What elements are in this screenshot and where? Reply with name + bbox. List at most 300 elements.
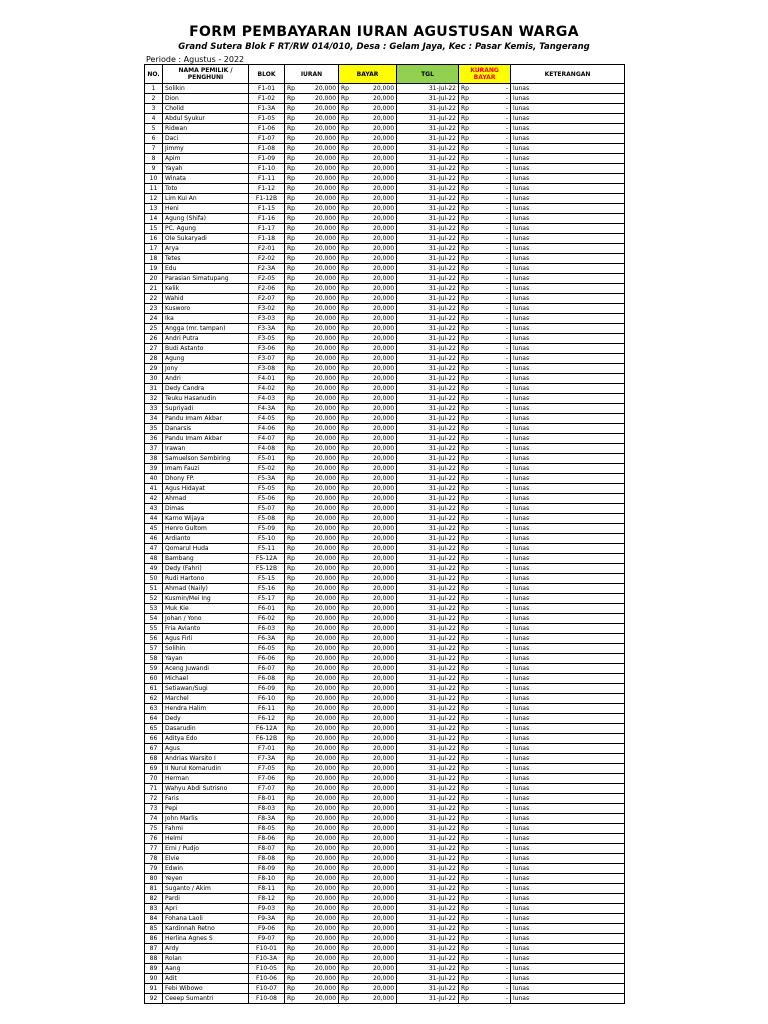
cell-nama: Ahmad xyxy=(163,494,249,504)
cell-iuran-amount: 20,000 xyxy=(297,694,339,704)
cell-iuran-currency: Rp xyxy=(285,904,297,914)
cell-keterangan: lunas xyxy=(511,174,625,184)
cell-nama: Henro Gultom xyxy=(163,524,249,534)
cell-keterangan: lunas xyxy=(511,334,625,344)
cell-kurang-currency: Rp xyxy=(459,124,471,134)
cell-bayar-amount: 20,000 xyxy=(351,474,397,484)
cell-tgl: 31-Jul-22 xyxy=(397,644,459,654)
cell-blok: F10-07 xyxy=(249,984,285,994)
table-row xyxy=(145,364,625,374)
cell-bayar-amount: 20,000 xyxy=(351,94,397,104)
cell-iuran-amount: 20,000 xyxy=(297,844,339,854)
cell-keterangan: lunas xyxy=(511,464,625,474)
table-row xyxy=(145,274,625,284)
cell-bayar-amount: 20,000 xyxy=(351,144,397,154)
table-row xyxy=(145,434,625,444)
cell-iuran-amount: 20,000 xyxy=(297,624,339,634)
cell-tgl: 31-Jul-22 xyxy=(397,234,459,244)
cell-no: 65 xyxy=(145,724,163,734)
cell-kurang-amount: - xyxy=(471,914,511,924)
cell-bayar-currency: Rp xyxy=(339,294,351,304)
cell-no: 45 xyxy=(145,524,163,534)
cell-blok: F10-3A xyxy=(249,954,285,964)
cell-blok: F10-06 xyxy=(249,974,285,984)
cell-tgl: 31-Jul-22 xyxy=(397,734,459,744)
cell-iuran-amount: 20,000 xyxy=(297,894,339,904)
cell-kurang-currency: Rp xyxy=(459,804,471,814)
cell-bayar-currency: Rp xyxy=(339,334,351,344)
cell-bayar-amount: 20,000 xyxy=(351,704,397,714)
cell-blok: F3-3A xyxy=(249,324,285,334)
cell-nama: Arya xyxy=(163,244,249,254)
table-row xyxy=(145,494,625,504)
cell-tgl: 31-Jul-22 xyxy=(397,624,459,634)
cell-blok: F5-16 xyxy=(249,584,285,594)
table-row xyxy=(145,314,625,324)
cell-kurang-currency: Rp xyxy=(459,434,471,444)
cell-bayar-currency: Rp xyxy=(339,114,351,124)
cell-iuran-amount: 20,000 xyxy=(297,744,339,754)
cell-no: 92 xyxy=(145,994,163,1004)
cell-no: 40 xyxy=(145,474,163,484)
cell-no: 81 xyxy=(145,884,163,894)
cell-bayar-currency: Rp xyxy=(339,554,351,564)
cell-bayar-currency: Rp xyxy=(339,884,351,894)
cell-nama: Kusworo xyxy=(163,304,249,314)
cell-kurang-currency: Rp xyxy=(459,284,471,294)
cell-bayar-amount: 20,000 xyxy=(351,864,397,874)
cell-iuran-currency: Rp xyxy=(285,94,297,104)
cell-keterangan: lunas xyxy=(511,294,625,304)
cell-blok: F3-08 xyxy=(249,364,285,374)
cell-tgl: 31-Jul-22 xyxy=(397,334,459,344)
cell-blok: F1-01 xyxy=(249,84,285,94)
table-row xyxy=(145,794,625,804)
cell-no: 88 xyxy=(145,954,163,964)
cell-bayar-amount: 20,000 xyxy=(351,334,397,344)
cell-iuran-amount: 20,000 xyxy=(297,254,339,264)
cell-blok: F3-02 xyxy=(249,304,285,314)
cell-kurang-amount: - xyxy=(471,504,511,514)
col-header-nama: NAMA PEMILIK / PENGHUNI xyxy=(163,65,249,84)
cell-kurang-amount: - xyxy=(471,874,511,884)
cell-bayar-currency: Rp xyxy=(339,354,351,364)
cell-kurang-amount: - xyxy=(471,304,511,314)
cell-keterangan: lunas xyxy=(511,614,625,624)
cell-keterangan: lunas xyxy=(511,354,625,364)
cell-blok: F9-06 xyxy=(249,924,285,934)
cell-nama: Heni xyxy=(163,204,249,214)
cell-bayar-currency: Rp xyxy=(339,374,351,384)
cell-blok: F1-02 xyxy=(249,94,285,104)
cell-iuran-amount: 20,000 xyxy=(297,474,339,484)
cell-kurang-currency: Rp xyxy=(459,814,471,824)
cell-blok: F6-12B xyxy=(249,734,285,744)
cell-kurang-currency: Rp xyxy=(459,104,471,114)
cell-kurang-currency: Rp xyxy=(459,704,471,714)
cell-bayar-amount: 20,000 xyxy=(351,84,397,94)
cell-kurang-amount: - xyxy=(471,814,511,824)
table-row xyxy=(145,204,625,214)
cell-blok: F1-18 xyxy=(249,234,285,244)
cell-iuran-currency: Rp xyxy=(285,174,297,184)
cell-tgl: 31-Jul-22 xyxy=(397,834,459,844)
cell-bayar-amount: 20,000 xyxy=(351,524,397,534)
cell-iuran-currency: Rp xyxy=(285,374,297,384)
cell-iuran-amount: 20,000 xyxy=(297,534,339,544)
cell-iuran-currency: Rp xyxy=(285,454,297,464)
cell-iuran-amount: 20,000 xyxy=(297,324,339,334)
cell-nama: Febi Wibowo xyxy=(163,984,249,994)
col-header-keterangan: KETERANGAN xyxy=(511,65,625,84)
cell-iuran-currency: Rp xyxy=(285,234,297,244)
cell-nama: Imam Fauzi xyxy=(163,464,249,474)
cell-kurang-currency: Rp xyxy=(459,614,471,624)
cell-iuran-amount: 20,000 xyxy=(297,414,339,424)
cell-iuran-currency: Rp xyxy=(285,954,297,964)
cell-bayar-amount: 20,000 xyxy=(351,424,397,434)
cell-no: 90 xyxy=(145,974,163,984)
cell-bayar-amount: 20,000 xyxy=(351,184,397,194)
table-row xyxy=(145,784,625,794)
cell-bayar-currency: Rp xyxy=(339,624,351,634)
cell-tgl: 31-Jul-22 xyxy=(397,324,459,334)
cell-nama: Dedy (Fahri) xyxy=(163,564,249,574)
cell-blok: F5-10 xyxy=(249,534,285,544)
cell-keterangan: lunas xyxy=(511,684,625,694)
cell-keterangan: lunas xyxy=(511,274,625,284)
cell-kurang-currency: Rp xyxy=(459,624,471,634)
cell-tgl: 31-Jul-22 xyxy=(397,794,459,804)
cell-no: 15 xyxy=(145,224,163,234)
cell-iuran-currency: Rp xyxy=(285,394,297,404)
cell-bayar-amount: 20,000 xyxy=(351,714,397,724)
cell-kurang-amount: - xyxy=(471,754,511,764)
table-row xyxy=(145,744,625,754)
cell-blok: F9-03 xyxy=(249,904,285,914)
cell-tgl: 31-Jul-22 xyxy=(397,104,459,114)
cell-iuran-currency: Rp xyxy=(285,754,297,764)
cell-nama: Abdul Syukur xyxy=(163,114,249,124)
cell-tgl: 31-Jul-22 xyxy=(397,454,459,464)
cell-blok: F1-15 xyxy=(249,204,285,214)
cell-bayar-currency: Rp xyxy=(339,614,351,624)
cell-tgl: 31-Jul-22 xyxy=(397,884,459,894)
cell-kurang-currency: Rp xyxy=(459,674,471,684)
cell-tgl: 31-Jul-22 xyxy=(397,604,459,614)
cell-bayar-currency: Rp xyxy=(339,974,351,984)
cell-iuran-amount: 20,000 xyxy=(297,394,339,404)
cell-blok: F2-06 xyxy=(249,284,285,294)
cell-bayar-amount: 20,000 xyxy=(351,834,397,844)
cell-iuran-amount: 20,000 xyxy=(297,544,339,554)
cell-iuran-amount: 20,000 xyxy=(297,874,339,884)
cell-tgl: 31-Jul-22 xyxy=(397,654,459,664)
cell-iuran-amount: 20,000 xyxy=(297,404,339,414)
table-row xyxy=(145,834,625,844)
cell-kurang-amount: - xyxy=(471,94,511,104)
cell-blok: F8-10 xyxy=(249,874,285,884)
cell-nama: Teuku Hasanudin xyxy=(163,394,249,404)
cell-no: 72 xyxy=(145,794,163,804)
cell-no: 73 xyxy=(145,804,163,814)
cell-bayar-amount: 20,000 xyxy=(351,304,397,314)
cell-nama: Daci xyxy=(163,134,249,144)
cell-nama: Danarsis xyxy=(163,424,249,434)
cell-no: 47 xyxy=(145,544,163,554)
cell-tgl: 31-Jul-22 xyxy=(397,954,459,964)
cell-bayar-amount: 20,000 xyxy=(351,154,397,164)
table-row xyxy=(145,564,625,574)
cell-tgl: 31-Jul-22 xyxy=(397,674,459,684)
cell-blok: F6-07 xyxy=(249,664,285,674)
cell-kurang-amount: - xyxy=(471,784,511,794)
table-row xyxy=(145,354,625,364)
cell-nama: Herman xyxy=(163,774,249,784)
cell-kurang-amount: - xyxy=(471,794,511,804)
cell-kurang-amount: - xyxy=(471,894,511,904)
cell-tgl: 31-Jul-22 xyxy=(397,924,459,934)
cell-iuran-currency: Rp xyxy=(285,204,297,214)
cell-iuran-amount: 20,000 xyxy=(297,914,339,924)
cell-keterangan: lunas xyxy=(511,114,625,124)
cell-bayar-currency: Rp xyxy=(339,364,351,374)
cell-kurang-amount: - xyxy=(471,804,511,814)
cell-no: 44 xyxy=(145,514,163,524)
cell-nama: Ahmad (Naily) xyxy=(163,584,249,594)
cell-kurang-amount: - xyxy=(471,604,511,614)
cell-iuran-amount: 20,000 xyxy=(297,344,339,354)
cell-nama: Karno Wijaya xyxy=(163,514,249,524)
cell-bayar-amount: 20,000 xyxy=(351,904,397,914)
cell-bayar-amount: 20,000 xyxy=(351,224,397,234)
table-row xyxy=(145,414,625,424)
cell-nama: Apri xyxy=(163,904,249,914)
cell-kurang-currency: Rp xyxy=(459,264,471,274)
cell-iuran-currency: Rp xyxy=(285,744,297,754)
cell-iuran-amount: 20,000 xyxy=(297,944,339,954)
cell-tgl: 31-Jul-22 xyxy=(397,294,459,304)
cell-kurang-currency: Rp xyxy=(459,384,471,394)
cell-nama: Ole Sukaryadi xyxy=(163,234,249,244)
cell-blok: F8-07 xyxy=(249,844,285,854)
cell-kurang-amount: - xyxy=(471,724,511,734)
cell-keterangan: lunas xyxy=(511,934,625,944)
cell-iuran-amount: 20,000 xyxy=(297,784,339,794)
cell-keterangan: lunas xyxy=(511,324,625,334)
cell-iuran-currency: Rp xyxy=(285,584,297,594)
cell-tgl: 31-Jul-22 xyxy=(397,434,459,444)
cell-bayar-currency: Rp xyxy=(339,764,351,774)
cell-kurang-amount: - xyxy=(471,224,511,234)
cell-no: 54 xyxy=(145,614,163,624)
cell-nama: Solihin xyxy=(163,644,249,654)
cell-kurang-amount: - xyxy=(471,844,511,854)
table-row xyxy=(145,114,625,124)
cell-blok: F5-3A xyxy=(249,474,285,484)
cell-nama: Jimmy xyxy=(163,144,249,154)
cell-iuran-amount: 20,000 xyxy=(297,814,339,824)
cell-kurang-amount: - xyxy=(471,574,511,584)
cell-iuran-currency: Rp xyxy=(285,664,297,674)
table-body xyxy=(145,84,625,1004)
cell-no: 57 xyxy=(145,644,163,654)
cell-kurang-amount: - xyxy=(471,624,511,634)
cell-kurang-amount: - xyxy=(471,744,511,754)
cell-tgl: 31-Jul-22 xyxy=(397,484,459,494)
cell-iuran-currency: Rp xyxy=(285,434,297,444)
cell-iuran-currency: Rp xyxy=(285,124,297,134)
cell-nama: Andri xyxy=(163,374,249,384)
cell-kurang-currency: Rp xyxy=(459,714,471,724)
cell-bayar-currency: Rp xyxy=(339,804,351,814)
cell-bayar-currency: Rp xyxy=(339,174,351,184)
cell-keterangan: lunas xyxy=(511,654,625,664)
cell-kurang-currency: Rp xyxy=(459,844,471,854)
cell-blok: F2-01 xyxy=(249,244,285,254)
cell-bayar-amount: 20,000 xyxy=(351,464,397,474)
cell-kurang-amount: - xyxy=(471,324,511,334)
cell-iuran-currency: Rp xyxy=(285,444,297,454)
cell-tgl: 31-Jul-22 xyxy=(397,914,459,924)
cell-bayar-amount: 20,000 xyxy=(351,744,397,754)
table-row xyxy=(145,764,625,774)
cell-tgl: 31-Jul-22 xyxy=(397,194,459,204)
cell-iuran-currency: Rp xyxy=(285,544,297,554)
table-row xyxy=(145,334,625,344)
cell-bayar-amount: 20,000 xyxy=(351,914,397,924)
cell-iuran-currency: Rp xyxy=(285,634,297,644)
cell-iuran-amount: 20,000 xyxy=(297,584,339,594)
cell-nama: Ardianto xyxy=(163,534,249,544)
cell-blok: F6-11 xyxy=(249,704,285,714)
cell-blok: F1-10 xyxy=(249,164,285,174)
cell-nama: Aditya Edo xyxy=(163,734,249,744)
cell-iuran-amount: 20,000 xyxy=(297,824,339,834)
cell-kurang-amount: - xyxy=(471,464,511,474)
cell-bayar-amount: 20,000 xyxy=(351,194,397,204)
cell-bayar-amount: 20,000 xyxy=(351,594,397,604)
payment-table xyxy=(144,64,625,1004)
cell-bayar-currency: Rp xyxy=(339,134,351,144)
cell-iuran-currency: Rp xyxy=(285,644,297,654)
table-row xyxy=(145,914,625,924)
cell-kurang-currency: Rp xyxy=(459,164,471,174)
cell-bayar-currency: Rp xyxy=(339,144,351,154)
cell-blok: F3-05 xyxy=(249,334,285,344)
cell-kurang-currency: Rp xyxy=(459,504,471,514)
cell-bayar-currency: Rp xyxy=(339,684,351,694)
cell-blok: F5-12B xyxy=(249,564,285,574)
cell-iuran-currency: Rp xyxy=(285,564,297,574)
cell-iuran-amount: 20,000 xyxy=(297,924,339,934)
cell-nama: Hendra Halim xyxy=(163,704,249,714)
table-row xyxy=(145,404,625,414)
table-row xyxy=(145,644,625,654)
cell-tgl: 31-Jul-22 xyxy=(397,374,459,384)
cell-nama: Dhony FP. xyxy=(163,474,249,484)
cell-blok: F2-05 xyxy=(249,274,285,284)
cell-kurang-amount: - xyxy=(471,934,511,944)
cell-iuran-currency: Rp xyxy=(285,964,297,974)
col-header-blok: BLOK xyxy=(249,65,285,84)
cell-bayar-currency: Rp xyxy=(339,564,351,574)
cell-bayar-amount: 20,000 xyxy=(351,774,397,784)
cell-bayar-amount: 20,000 xyxy=(351,644,397,654)
table-row xyxy=(145,94,625,104)
cell-nama: Erni / Pudjo xyxy=(163,844,249,854)
cell-nama: Bambang xyxy=(163,554,249,564)
cell-tgl: 31-Jul-22 xyxy=(397,584,459,594)
table-row xyxy=(145,234,625,244)
cell-bayar-currency: Rp xyxy=(339,964,351,974)
cell-blok: F4-05 xyxy=(249,414,285,424)
table-row xyxy=(145,734,625,744)
cell-bayar-amount: 20,000 xyxy=(351,174,397,184)
cell-kurang-amount: - xyxy=(471,284,511,294)
cell-kurang-currency: Rp xyxy=(459,984,471,994)
cell-nama: Pandu Imam Akbar xyxy=(163,434,249,444)
cell-keterangan: lunas xyxy=(511,374,625,384)
cell-iuran-amount: 20,000 xyxy=(297,724,339,734)
cell-kurang-currency: Rp xyxy=(459,374,471,384)
cell-iuran-amount: 20,000 xyxy=(297,374,339,384)
cell-bayar-amount: 20,000 xyxy=(351,504,397,514)
cell-blok: F1-05 xyxy=(249,114,285,124)
cell-kurang-currency: Rp xyxy=(459,774,471,784)
cell-bayar-amount: 20,000 xyxy=(351,244,397,254)
cell-kurang-currency: Rp xyxy=(459,664,471,674)
cell-bayar-currency: Rp xyxy=(339,594,351,604)
cell-nama: Pandu Imam Akbar xyxy=(163,414,249,424)
cell-keterangan: lunas xyxy=(511,454,625,464)
cell-nama: Agung (Shifa) xyxy=(163,214,249,224)
cell-iuran-currency: Rp xyxy=(285,734,297,744)
cell-blok: F5-07 xyxy=(249,504,285,514)
cell-blok: F8-01 xyxy=(249,794,285,804)
cell-blok: F5-12A xyxy=(249,554,285,564)
cell-kurang-amount: - xyxy=(471,664,511,674)
cell-tgl: 31-Jul-22 xyxy=(397,824,459,834)
cell-bayar-currency: Rp xyxy=(339,784,351,794)
cell-no: 71 xyxy=(145,784,163,794)
cell-iuran-amount: 20,000 xyxy=(297,154,339,164)
cell-keterangan: lunas xyxy=(511,994,625,1004)
cell-bayar-currency: Rp xyxy=(339,154,351,164)
cell-blok: F6-02 xyxy=(249,614,285,624)
cell-no: 50 xyxy=(145,574,163,584)
cell-bayar-amount: 20,000 xyxy=(351,634,397,644)
cell-kurang-currency: Rp xyxy=(459,894,471,904)
cell-iuran-amount: 20,000 xyxy=(297,444,339,454)
cell-bayar-currency: Rp xyxy=(339,404,351,414)
table-row xyxy=(145,614,625,624)
cell-bayar-amount: 20,000 xyxy=(351,344,397,354)
cell-keterangan: lunas xyxy=(511,524,625,534)
cell-blok: F6-05 xyxy=(249,644,285,654)
cell-bayar-currency: Rp xyxy=(339,544,351,554)
cell-iuran-amount: 20,000 xyxy=(297,654,339,664)
cell-tgl: 31-Jul-22 xyxy=(397,664,459,674)
cell-kurang-currency: Rp xyxy=(459,204,471,214)
cell-bayar-amount: 20,000 xyxy=(351,754,397,764)
cell-iuran-currency: Rp xyxy=(285,854,297,864)
cell-kurang-amount: - xyxy=(471,204,511,214)
cell-kurang-currency: Rp xyxy=(459,914,471,924)
cell-keterangan: lunas xyxy=(511,964,625,974)
cell-tgl: 31-Jul-22 xyxy=(397,394,459,404)
cell-iuran-currency: Rp xyxy=(285,814,297,824)
